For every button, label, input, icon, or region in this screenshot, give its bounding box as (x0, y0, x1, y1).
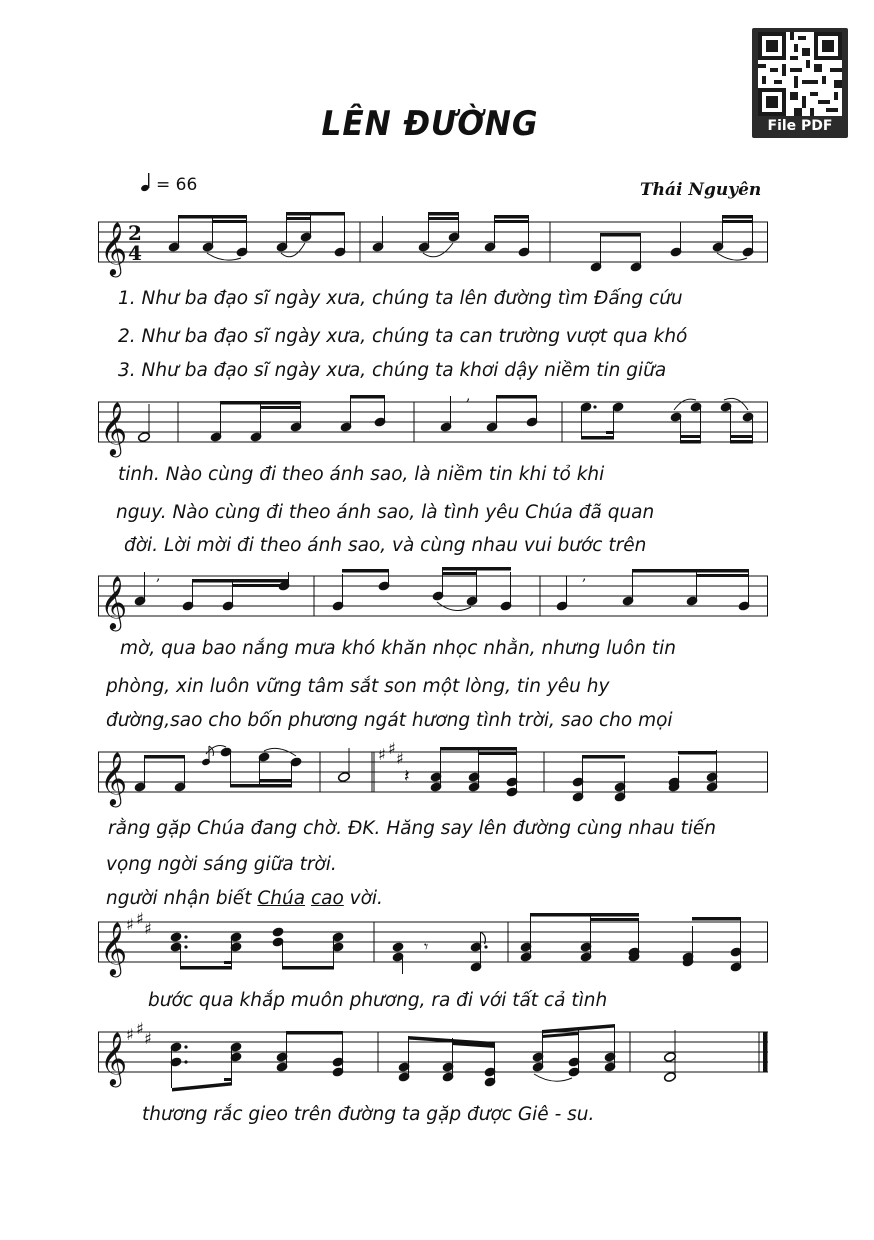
lyric-line4-v2: vọng ngời sáng giữa trời. (106, 854, 337, 875)
song-title: LÊN ĐƯỜNG (321, 104, 539, 144)
svg-text:𝄾: 𝄾 (424, 937, 429, 956)
staff-3 (98, 566, 770, 636)
svg-text:♯: ♯ (396, 749, 404, 768)
lyric-line2-v2: nguy. Nào cùng đi theo ánh sao, là tình yêu Chúa đã quan (116, 502, 655, 523)
staff-2 (98, 392, 770, 462)
svg-text:♯: ♯ (136, 912, 144, 928)
staff-6 (98, 1022, 770, 1094)
underlined-word-cao: cao (310, 888, 344, 909)
svg-text:♯: ♯ (126, 915, 134, 934)
qr-label: File PDF (767, 118, 833, 134)
svg-text:♯: ♯ (136, 1022, 144, 1038)
staff-5 (98, 912, 770, 982)
lyric-line3-v3: đường,sao cho bốn phương ngát hương tình trời, sao cho mọi (106, 710, 673, 731)
svg-text:,: , (156, 568, 161, 584)
svg-text:♯: ♯ (144, 1029, 152, 1048)
treble-clef: 𝄞 (100, 921, 128, 975)
lyric-line1-v2: 2. Như ba đạo sĩ ngày xưa, chúng ta can trường vượt qua khó (118, 326, 688, 347)
treble-clef: 𝄞 (100, 401, 128, 455)
lyric-line4-v1: rằng gặp Chúa đang chờ. ĐK. Hăng say lên đường cùng nhau tiến (108, 818, 717, 839)
composer: Thái Nguyên (640, 180, 762, 200)
lyric-line6: thương rắc gieo trên đường ta gặp được Giê - su. (142, 1104, 595, 1125)
svg-text:♯: ♯ (388, 742, 396, 758)
time-signature-bottom: 4 (128, 241, 142, 265)
svg-text:♯: ♯ (144, 919, 152, 938)
lyric-line4-v3: người nhận biết Chúa cao vời. (106, 888, 383, 909)
lyric-line3-v1: mờ, qua bao nắng mưa khó khăn nhọc nhằn, nhưng luôn tin (120, 638, 676, 659)
svg-text:,: , (582, 568, 587, 584)
lyric-line1-v1: 1. Như ba đạo sĩ ngày xưa, chúng ta lên đường tìm Đấng cứu (118, 288, 683, 309)
lyric-line3-v2: phòng, xin luôn vững tâm sắt son một lòng, tin yêu hy (106, 676, 610, 697)
tempo-value: = 66 (156, 175, 198, 195)
time-signature-top: 2 (128, 221, 142, 245)
treble-clef: 𝄞 (100, 221, 128, 275)
lyric-line2-v3: đời. Lời mời đi theo ánh sao, và cùng nhau vui bước trên (124, 535, 647, 556)
staff-1 (98, 212, 770, 282)
svg-text:♯: ♯ (378, 745, 386, 764)
underlined-word-chua: Chúa (257, 888, 306, 909)
svg-text:♯: ♯ (126, 1025, 134, 1044)
treble-clef: 𝄞 (100, 575, 128, 629)
treble-clef: 𝄞 (100, 751, 128, 805)
breath-mark: , (466, 392, 471, 404)
tempo-marking (140, 172, 197, 195)
svg-text:𝄽: 𝄽 (404, 766, 410, 787)
quarter-note-icon (140, 172, 152, 190)
treble-clef: 𝄞 (100, 1031, 128, 1085)
lyric-line5: bước qua khắp muôn phương, ra đi với tất cả tình (148, 990, 608, 1011)
lyric-line2-v1: tinh. Nào cùng đi theo ánh sao, là niềm tin khi tỏ khi (118, 464, 605, 485)
staff-4 (98, 742, 770, 812)
lyric-line1-v3: 3. Như ba đạo sĩ ngày xưa, chúng ta khơi dậy niềm tin giữa (118, 360, 667, 381)
